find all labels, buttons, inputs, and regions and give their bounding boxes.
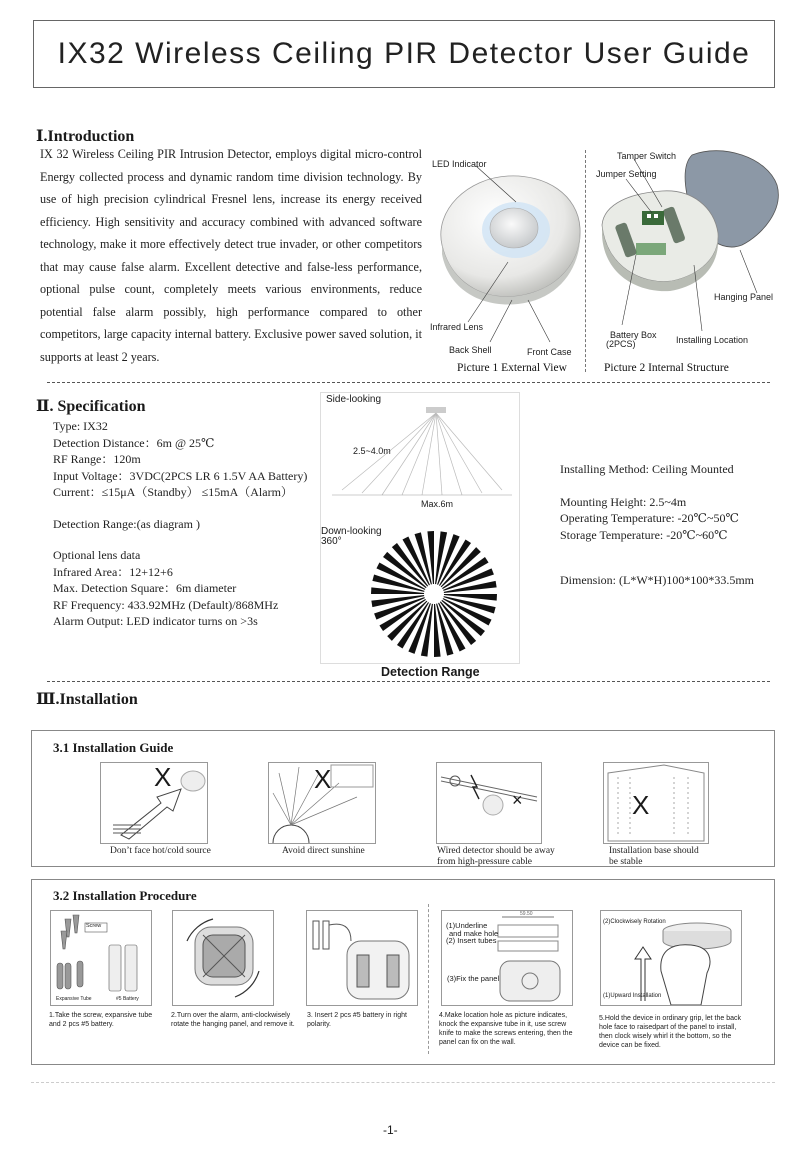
step4-caption: 4.Make location hole as picture indicates, knock the expansive tube in it, use screw knife to make the screws entering, then the panel can fix on the wall.: [439, 1012, 573, 1046]
spec-dimension: Dimension: (L*W*H)100*100*33.5mm: [560, 573, 754, 587]
label-back-shell: Back Shell: [449, 345, 492, 355]
down-looking-label: Down-looking: [321, 526, 382, 537]
picture1-caption: Picture 1 External View: [457, 362, 567, 374]
spec-max-detection: Max. Detection Square：6m diameter: [53, 581, 237, 595]
step2-image: [172, 910, 274, 1006]
step5-rotation-label: (2)Clockwisely Rotation: [603, 919, 666, 925]
label-hanging-panel: Hanging Panel: [714, 292, 774, 302]
side-looking-label: Side-looking: [326, 394, 382, 405]
guide-caption-3b: from high-pressure cable: [437, 857, 532, 867]
guide-mark-4: X: [632, 790, 650, 820]
page-number: -1-: [383, 1123, 398, 1137]
installation-heading: Ⅲ.Installation: [36, 691, 138, 708]
step1-tube-label: Expansive Tube: [56, 996, 92, 1002]
label-battery-count: (2PCS): [606, 339, 636, 349]
step5-caption: 5.Hold the device in ordinary grip, let the back hole face to raisedpart of the panel to install, then clock wisely whirl it the bottom, so the device can be fixed.: [599, 1015, 742, 1049]
step2-caption: 2.Turn over the alarm, anti-clockwisely rotate the hanging panel, and remove it.: [171, 1012, 295, 1028]
step4-label-c: (2) Insert tubes: [446, 936, 497, 945]
external-view-illustration: [428, 150, 588, 365]
step4-label-a: (1)Underline: [446, 921, 488, 930]
picture2-caption: Picture 2 Internal Structure: [604, 362, 729, 374]
height-range-label: 2.5~4.0m: [353, 446, 391, 456]
spec-operating-temp: Operating Temperature: -20℃~50℃: [560, 511, 739, 525]
step4-dimension: 59.50: [520, 911, 533, 917]
guide-caption-3a: Wired detector should be away: [437, 846, 555, 856]
label-led-indicator: LED Indicator: [432, 159, 487, 169]
step1-screw-label: Screw: [86, 923, 102, 929]
guide-mark-2: X: [314, 764, 332, 794]
step5-upward-label: (1)Upward Installation: [603, 993, 662, 999]
spec-infrared-area: Infrared Area：12+12+6: [53, 564, 173, 579]
step1-caption: 1.Take the screw, expansive tube and 2 pcs #5 battery.: [49, 1012, 153, 1028]
max-distance-label: Max.6m: [421, 499, 454, 509]
intro-paragraph: IX 32 Wireless Ceiling PIR Intrusion Detector, employs digital micro-control Energy collected process and dynamic random time division technology. By use of high precision cylindrical Fresnel lens, increase its energy received efficiency. High sensitivity and accuracy combined with advanced software technology, make it more effectively detect true invader, or other competitors that may cause false alarm. Excellent detective and false-less performance, optional pulse count, completely meets various environments, reduce potential false alarm possibly, high performance compared to other competitors, large capacity internal battery. Exclusive power saved solution, it supports at least 2 years.: [40, 147, 422, 364]
spec-alarm-output: Alarm Output: LED indicator turns on >3s: [53, 614, 258, 628]
spec-storage-temp: Storage Temperature: -20℃~60℃: [560, 528, 728, 542]
spec-type: Type: IX32: [53, 419, 108, 433]
internal-structure-illustration: [592, 135, 782, 350]
spec-list-optional: [53, 547, 278, 630]
step4-label-b: and make hole: [449, 929, 499, 938]
section-divider: [47, 681, 770, 682]
spec-rf-range: RF Range：120m: [53, 452, 141, 466]
guide-image-stable-base: [603, 762, 709, 844]
label-installing-location: Installing Location: [676, 335, 749, 345]
spec-mounting-height: Mounting Height: 2.5~4m: [560, 495, 687, 509]
guide-caption-4b: be stable: [609, 857, 643, 867]
guide-heading: 3.1 Installation Guide: [53, 740, 174, 755]
step3-caption: 3. Insert 2 pcs #5 battery in right polarity.: [307, 1012, 407, 1028]
degree-label: 360°: [321, 536, 342, 547]
spec-input-voltage: Input Voltage：3VDC(2PCS LR 6 1.5V AA Battery): [53, 468, 308, 483]
page-title: IX32 Wireless Ceiling PIR Detector User Guide: [33, 20, 775, 88]
spec-current: Current：≤15μA（Standby） ≤15mA（Alarm）: [53, 485, 293, 499]
bottom-divider: [31, 1082, 775, 1083]
intro-heading: Ⅰ.Introduction: [36, 128, 135, 145]
procedure-heading: 3.2 Installation Procedure: [53, 888, 197, 903]
label-jumper-setting: Jumper Setting: [596, 169, 657, 179]
guide-caption-4a: Installation base should: [609, 846, 699, 856]
detection-range-caption: Detection Range: [381, 665, 480, 679]
guide-mark-1: X: [154, 762, 172, 792]
label-infrared-lens: Infrared Lens: [430, 322, 484, 332]
spec-optional-lens: Optional lens data: [53, 548, 141, 562]
section-divider: [47, 382, 770, 383]
guide-caption-1: Don’t face hot/cold source: [110, 846, 211, 856]
spec-rf-frequency: RF Frequency: 433.92MHz (Default)/868MHz: [53, 597, 279, 612]
picture-divider: [585, 150, 586, 372]
step4-label-d: (3)Fix the panel: [447, 974, 500, 983]
down-looking-diagram: [370, 530, 498, 658]
step3-image: [306, 910, 418, 1006]
spec-heading: Ⅱ. Specification: [36, 398, 146, 415]
spec-list-main: [53, 418, 307, 501]
label-front-case: Front Case: [527, 347, 572, 357]
guide-image-cable: [436, 762, 542, 844]
spec-installing-method: Installing Method: Ceiling Mounted: [560, 462, 734, 476]
spec-detection-range-note: Detection Range:(as diagram ): [53, 517, 200, 531]
guide-caption-2: Avoid direct sunshine: [282, 846, 365, 856]
label-battery-box: Battery Box: [610, 330, 657, 340]
step1-battery-label: #5 Battery: [116, 996, 139, 1002]
guide-mark-3: ×: [512, 790, 523, 810]
procedure-divider: [428, 904, 429, 1054]
label-tamper-switch: Tamper Switch: [617, 151, 677, 161]
spec-detection-distance: Detection Distance：6m @ 25℃: [53, 435, 215, 450]
side-looking-diagram: [322, 405, 518, 505]
